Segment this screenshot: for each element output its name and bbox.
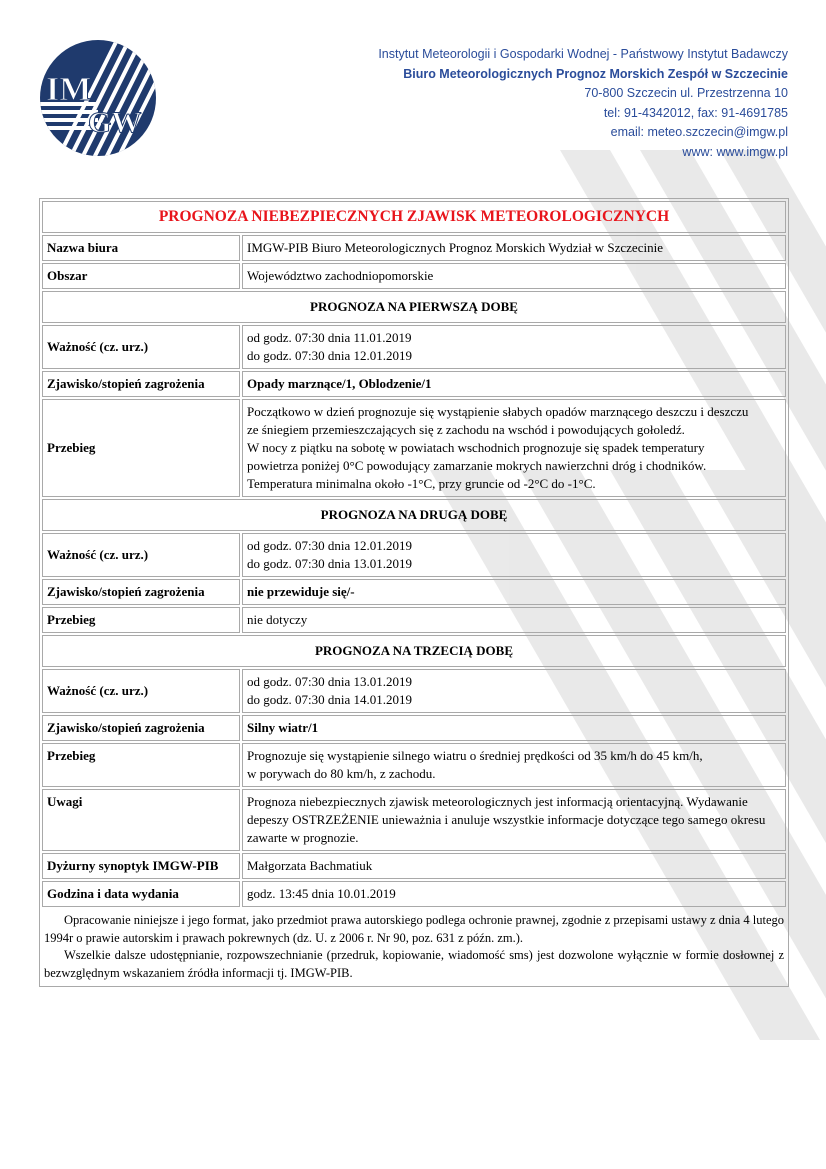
- copyright-paragraph: Opracowanie niniejsze i jego format, jako przedmiot prawa autorskiego podlega ochronie prawnej, zgodnie z przepisami ustawy z dnia 4 lutego 1994r o prawie autorskim i prawach pokrewnych (dz. U. z 2006 r. Nr 90, poz. 631 z późn. zm.).: [44, 913, 784, 945]
- office-value: IMGW-PIB Biuro Meteorologicznych Prognoz Morskich Wydział w Szczecinie: [242, 235, 786, 261]
- day2-heading: PROGNOZA NA DRUGĄ DOBĘ: [42, 499, 786, 531]
- day1-course-line: W nocy z piątku na sobotę w powiatach wschodnich prognozuje się spadek temperatury: [247, 440, 705, 455]
- day3-validity-label: Ważność (cz. urz.): [42, 669, 240, 713]
- day1-course-line: powietrza poniżej 0°C powodujący zamarzanie mokrych nawierzchni dróg i chodników.: [247, 458, 707, 473]
- day3-course-label: Przebieg: [42, 743, 240, 787]
- day3-course-line: Prognozuje się wystąpienie silnego wiatru o średniej prędkości od 35 km/h do 45 km/h,: [247, 748, 703, 763]
- forecaster-label: Dyżurny synoptyk IMGW-PIB: [42, 853, 240, 879]
- forecaster-value: Małgorzata Bachmatiuk: [242, 853, 786, 879]
- day1-heading: PROGNOZA NA PIERWSZĄ DOBĘ: [42, 291, 786, 323]
- institute-name: Instytut Meteorologii i Gospodarki Wodnej - Państwowy Instytut Badawczy: [378, 47, 788, 61]
- day3-heading: PROGNOZA NA TRZECIĄ DOBĘ: [42, 635, 786, 667]
- issued-label: Godzina i data wydania: [42, 881, 240, 907]
- day1-validity-value: [242, 325, 786, 369]
- day1-course-line: Początkowo w dzień prognozuje się wystąpienie słabych opadów marznącego deszczu i deszczu: [247, 404, 749, 419]
- imgw-logo: [38, 38, 158, 158]
- day3-phenomenon-value: Silny wiatr/1: [242, 715, 786, 741]
- day2-course-value: nie dotyczy: [242, 607, 786, 633]
- office-label: Nazwa biura: [42, 235, 240, 261]
- day1-phenomenon-value: Opady marznące/1, Oblodzenie/1: [242, 371, 786, 397]
- logo-text-bottom: GW: [88, 106, 142, 139]
- office-phone: tel: 91-4342012, fax: 91-4691785: [603, 105, 788, 120]
- day2-phenomenon-value: nie przewiduje się/-: [242, 579, 786, 605]
- day1-validity-from: od godz. 07:30 dnia 11.01.2019: [247, 330, 412, 345]
- issued-value: godz. 13:45 dnia 10.01.2019: [242, 881, 786, 907]
- office-www[interactable]: www: www.imgw.pl: [682, 144, 788, 159]
- day3-course-line: w porywach do 80 km/h, z zachodu.: [247, 766, 436, 781]
- day1-course-line: Temperatura minimalna około -1°C, przy gruncie od -2°C do -1°C.: [247, 476, 596, 491]
- remarks-label: Uwagi: [42, 789, 240, 851]
- day1-course-line: ze śniegiem przemieszczających się z zachodu na wschód i powodujących gołoledź.: [247, 422, 685, 437]
- area-value: Województwo zachodniopomorskie: [242, 263, 786, 289]
- office-email[interactable]: email: meteo.szczecin@imgw.pl: [610, 125, 788, 139]
- institute-header: [378, 45, 788, 162]
- office-name: Biuro Meteorologicznych Prognoz Morskich Zespół w Szczecinie: [403, 66, 788, 81]
- forecast-table: [40, 199, 788, 909]
- day1-course-value: [242, 399, 786, 497]
- day3-validity-to: do godz. 07:30 dnia 14.01.2019: [247, 692, 413, 707]
- day2-validity-value: [242, 533, 786, 577]
- day2-validity-label: Ważność (cz. urz.): [42, 533, 240, 577]
- distribution-paragraph: Wszelkie dalsze udostępnianie, rozpowszechnianie (przedruk, kopiowanie, wiadomość sms) jest dozwolone wyłącznie w formie dosłownej z bezwzględnym wskazaniem źródła informacji tj. IMGW-PIB.: [44, 948, 784, 980]
- day3-course-value: [242, 743, 786, 787]
- day3-validity-from: od godz. 07:30 dnia 13.01.2019: [247, 674, 413, 689]
- day2-validity-from: od godz. 07:30 dnia 12.01.2019: [247, 538, 413, 553]
- logo-text-top: IM: [46, 71, 92, 108]
- day1-validity-to: do godz. 07:30 dnia 12.01.2019: [247, 348, 413, 363]
- day3-validity-value: [242, 669, 786, 713]
- day2-phenomenon-label: Zjawisko/stopień zagrożenia: [42, 579, 240, 605]
- remarks-value: Prognoza niebezpiecznych zjawisk meteorologicznych jest informacją orientacyjną. Wydawanie depeszy OSTRZEŻENIE unieważnia i anuluje wszystkie informacje dotyczące tego samego okresu zawarte w prognozie.: [242, 789, 786, 851]
- day3-phenomenon-label: Zjawisko/stopień zagrożenia: [42, 715, 240, 741]
- area-label: Obszar: [42, 263, 240, 289]
- day1-validity-label: Ważność (cz. urz.): [42, 325, 240, 369]
- copyright-footer: [40, 909, 788, 986]
- day2-validity-to: do godz. 07:30 dnia 13.01.2019: [247, 556, 413, 571]
- day1-phenomenon-label: Zjawisko/stopień zagrożenia: [42, 371, 240, 397]
- office-address: 70-800 Szczecin ul. Przestrzenna 10: [584, 86, 788, 100]
- day1-course-label: Przebieg: [42, 399, 240, 497]
- document-title: PROGNOZA NIEBEZPIECZNYCH ZJAWISK METEOROLOGICZNYCH: [42, 201, 786, 233]
- forecast-document: [39, 198, 789, 987]
- day2-course-label: Przebieg: [42, 607, 240, 633]
